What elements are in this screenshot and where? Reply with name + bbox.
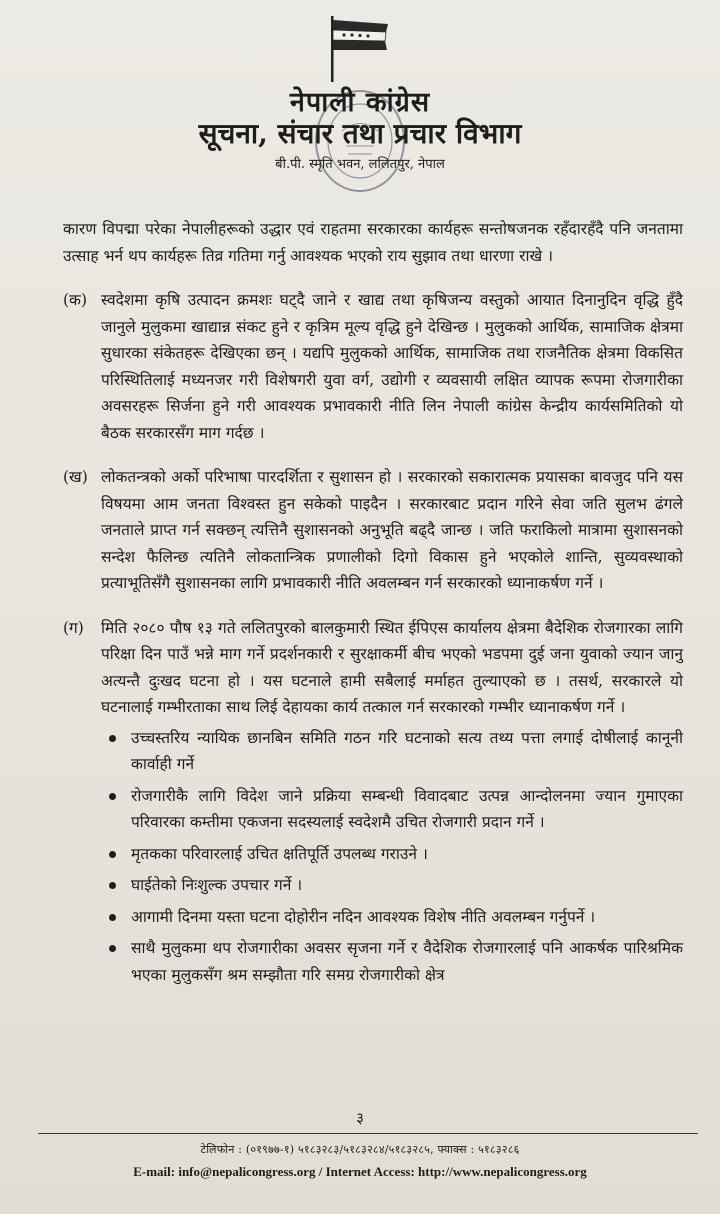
department-name: सूचना, संचार तथा प्रचार विभाग xyxy=(198,117,522,150)
item-text: स्वदेशमा कृषि उत्पादन क्रमशः घट्दै जाने र खाद्य तथा कृषिजन्य वस्तुको आयात दिनानुदिन वृद्धि हुँदै जानुले मुलुकमा खाद्यान्न संकट हुने र कृत्रिम मूल्य वृद्धि हुने देखिन्छ । मुलुकको आर्थिक, सामाजिक क्षेत्रमा सुधारका संकेतहरू देखिएका छन् । यद्यपि मुलुकको आर्थिक, सामाजिक तथा राजनैतिक क्षेत्रमा विकसित परिस्थितिलाई मध्यनजर गरी विशेषगरी युवा वर्ग, उद्योगी र व्यवसायी लक्षित व्यापक रूपमा रोजगारीका अवसरहरू सिर्जना हुने गरी आवश्यक प्रभावकारी नीति लिन नेपाली कांग्रेस केन्द्रीय कार्यसमितिको यो बैठक सरकारसँग माग गर्दछ । xyxy=(101,291,683,442)
footer-contact: E-mail: info@nepalicongress.org / Internet Access: http://www.nepalicongress.org xyxy=(133,1164,587,1179)
list-item-text: मृतकका परिवारलाई उचित क्षतिपूर्ति उपलब्ध गराउने । xyxy=(131,844,428,863)
office-address: बी.पी. स्मृति भवन, ललितपुर, नेपाल xyxy=(275,157,445,172)
page-number: ३ xyxy=(356,1109,364,1127)
footer-divider xyxy=(38,1133,698,1134)
bullet-icon xyxy=(109,945,116,952)
bullet-icon xyxy=(109,914,116,921)
list-item xyxy=(101,783,683,836)
party-name: नेपाली कांग्रेस xyxy=(289,87,431,118)
list-item-text: उच्चस्तरिय न्यायिक छानबिन समिति गठन गरि घटनाको सत्य तथ्य पत्ता लगाई दोषीलाई कानूनी कार्वाही गर्ने xyxy=(131,728,683,773)
bullet-icon xyxy=(109,735,116,742)
bullet-icon xyxy=(109,851,116,858)
item-marker: (ख) xyxy=(63,468,88,486)
list-item-text: रोजगारीकै लागि विदेश जाने प्रक्रिया सम्बन्धी विवादबाट उत्पन्न आन्दोलनमा ज्यान गुमाएका परिवारका कम्तीमा एकजना सदस्यलाई स्वदेशमै उचित रोजगारी प्रदान गर्ने । xyxy=(131,786,683,831)
list-item-text: साथै मुलुकमा थप रोजगारीका अवसर सृजना गर्ने र वैदेशिक रोजगारलाई पनि आकर्षक पारिश्रमिक भएका मुलुकसँग श्रम सम्झौता गरि समग्र रोजगारीको क्षेत्र xyxy=(131,939,683,984)
list-item xyxy=(101,841,683,868)
resolution-item-ka xyxy=(63,287,683,446)
list-item xyxy=(101,725,683,778)
item-marker: (क) xyxy=(63,291,87,309)
party-flag-icon xyxy=(328,14,392,84)
item-marker: (ग) xyxy=(63,618,84,637)
item-text: लोकतन्त्रको अर्को परिभाषा पारदर्शिता र सुशासन हो । सरकारको सकारात्मक प्रयासका बावजुद पनि यस विषयमा आम जनता विश्वस्त हुन सकेको पाइदैन । सरकारबाट प्रदान गरिने सेवा जति सुलभ ढंगले जनताले प्राप्त गर्न सक्छन् त्यत्तिनै सुशासनको अनुभूति बढ्दै जान्छ । जति फराकिलो मात्रामा सुशासनको सन्देश फैलिन्छ त्यतिनै लोकतान्त्रिक प्रणालीको दिगो विकास हुने भएकोले शान्ति, सुव्यवस्थाको प्रत्याभूतिसँगै सुशासनका लागि प्रभावकारी नीति अवलम्बन गर्न सरकारको ध्यानाकर्षण गर्ने । xyxy=(101,468,683,592)
bullet-icon xyxy=(109,793,116,800)
demand-list xyxy=(101,725,683,989)
resolution-item-ga xyxy=(63,615,683,989)
resolution-item-kha xyxy=(63,464,683,597)
list-item-text: आगामी दिनमा यस्ता घटना दोहोरीन नदिन आवश्यक विशेष नीति अवलम्बन गर्नुपर्ने । xyxy=(131,907,596,926)
item-text: मिति २०८० पौष १३ गते ललितपुरको बालकुमारी स्थित ईपिएस कार्यालय क्षेत्रमा बैदेशिक रोजगारका लागि परिक्षा दिन पाउँ भन्ने माग गर्ने प्रदर्शनकारी र सुरक्षाकर्मी बीच भएको भडपमा दुई जना युवाको ज्यान जानु अत्यन्तै दुःखद घटना हो । यस घटनाले हामी सबैलाई मर्माहत तुल्याएको छ । तसर्थ, सरकारले यो घटनालाई गम्भीरताका साथ लिई देहायका कार्य तत्काल गर्न सरकारको गम्भीर ध्यानाकर्षण गर्ने । xyxy=(101,618,683,716)
list-item xyxy=(101,872,683,899)
footer-phone: टेलिफोन : (०१९७७-१) ५१८३२८३/५१८३२८४/५१८३२८५, फ्याक्स : ५१८३२८६ xyxy=(200,1143,520,1156)
list-item-text: घाईतेको निःशुल्क उपचार गर्ने । xyxy=(131,876,303,894)
list-item xyxy=(101,904,683,931)
letter-body xyxy=(63,216,683,993)
list-item xyxy=(101,935,683,988)
bullet-icon xyxy=(109,882,116,889)
letterhead xyxy=(0,0,720,215)
intro-paragraph: कारण विपद्मा परेका नेपालीहरूको उद्धार एवं राहतमा सरकारका कार्यहरू सन्तोषजनक रहँदारहँदै पनि जनतामा उत्साह भर्न थप कार्यहरू तिव्र गतिमा गर्नु आवश्यक भएको राय सुझाव तथा धारणा राखे । xyxy=(63,220,683,265)
